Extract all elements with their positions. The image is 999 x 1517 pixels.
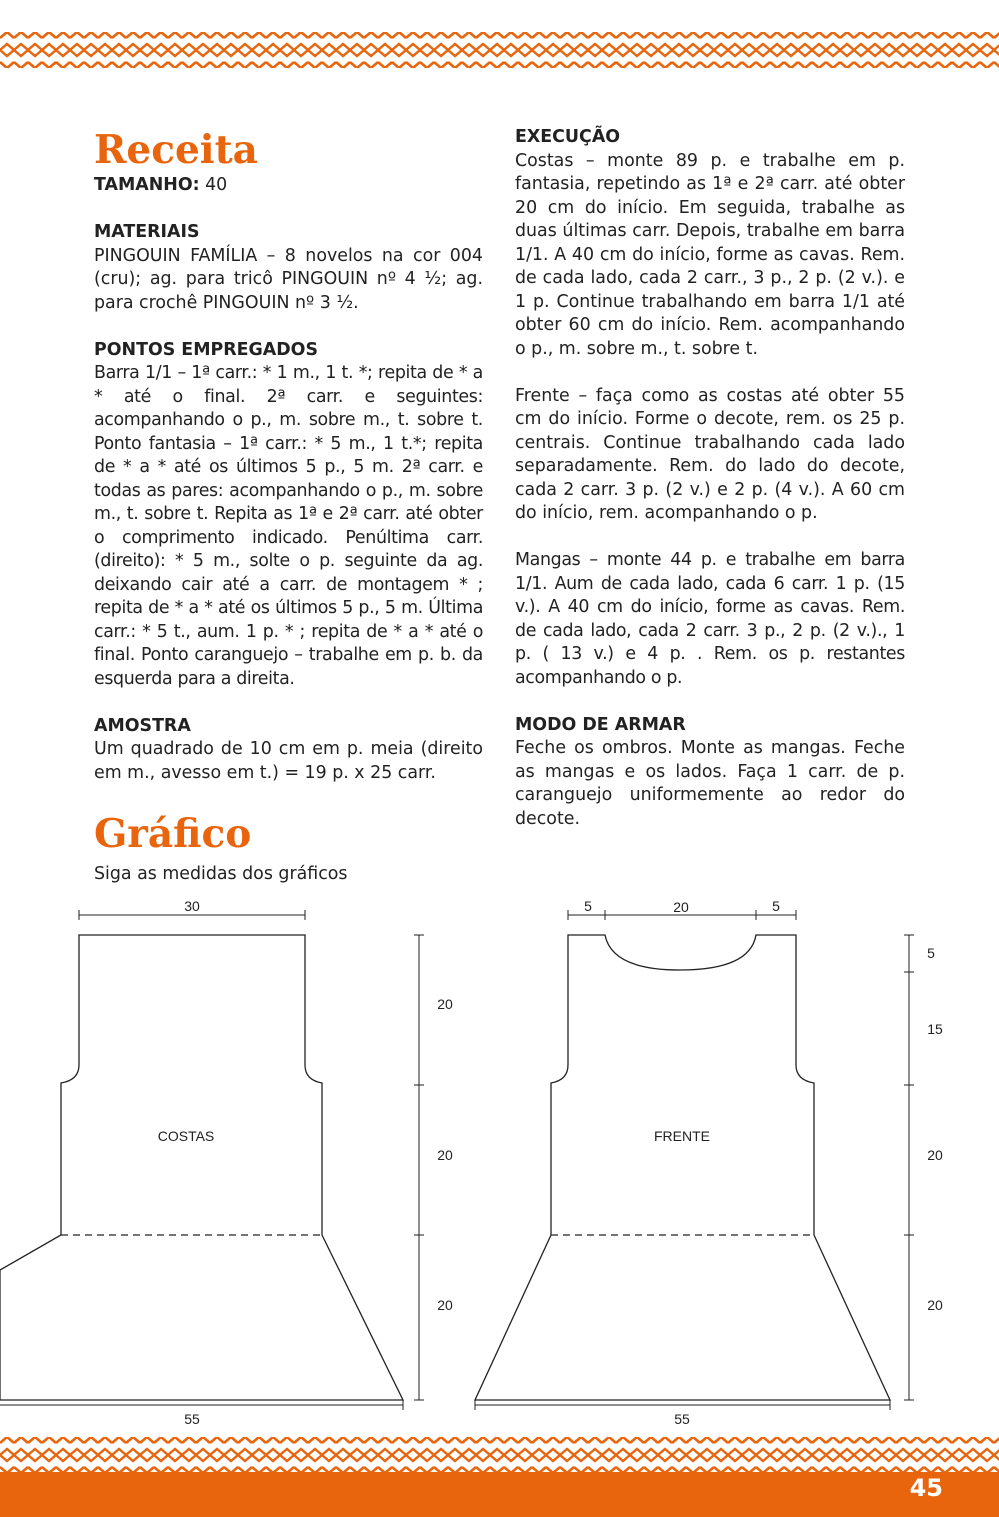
front-top-width-left: 5 bbox=[584, 898, 592, 914]
assembly-heading: MODO DE ARMAR bbox=[515, 714, 686, 735]
materials-text: PINGOUIN FAMÍLIA – 8 novelos na cor 004 (cru); ag. para tricô PINGOUIN nº 4 ½; ag. para crochê PINGOUIN nº 3 ½. bbox=[94, 245, 483, 313]
execution-back-text: Costas – monte 89 p. e trabalhe em p. fantasia, repetindo as 1ª e 2ª carr. até obter 20 cm do início. Em seguida, trabalhe as duas últimas carr. Depois, trabalhe em barra 1/1. A 40 cm do início, forme as cavas. Rem. de cada lado, cada 2 carr., 3 p., 2 p. (2 v.). e 1 p. Continue trabalhando em barra 1/1 até obter 60 cm do início. Rem. acompanhando o p., m. sobre m., t. sobre t. bbox=[515, 150, 905, 359]
execution-sleeves-text: Mangas – monte 44 p. e trabalhe em barra 1/1. Aum de cada lado, cada 6 carr. 1 p. (15 v.). A 40 cm do início, forme as cavas. Rem. de cada lado, cada 2 carr. 3 p., 2 p. (2 v.)., 1 p. ( 13 v.) e 4 p. . Rem. os p. restantes acompanhando o p. bbox=[515, 550, 905, 688]
stitches-text: Barra 1/1 – 1ª carr.: * 1 m., 1 t. *; repita de * a * até o final. 2ª carr. e seguintes: acompanhando o p., m. sobre m., t. sobre t. Ponto fantasia – 1ª carr.: * 5 m., 1 t.*; repita de * a * até os últimos 5 p., 5 m. 2ª carr. e todas as pares: acompanhando o p., m. sobre m., t. sobre t. Repita as 1ª e 2ª carr. até obter o comprimento indicado. Penúltima carr. (direito): * 5 m., solte o p. seguinte da ag. deixando cair até a carr. de montagem * ; repita de * a * até os últimos 5 p., 5 m. Última carr.: * 5 t., aum. 1 p. * ; repita de * a * até o final. Ponto caranguejo – trabalhe em p. b. da esquerda para a direita. bbox=[94, 363, 483, 689]
back-height-1: 20 bbox=[437, 996, 453, 1012]
back-bottom-width: 55 bbox=[184, 1411, 200, 1427]
execution-heading: EXECUÇÃO bbox=[515, 127, 621, 147]
garment-diagram bbox=[0, 890, 999, 1435]
back-label: COSTAS bbox=[157, 1128, 215, 1144]
graphic-subtitle: Siga as medidas dos gráficos bbox=[94, 864, 348, 884]
front-height-1: 5 bbox=[927, 945, 935, 961]
stitches-heading: PONTOS EMPREGADOS bbox=[94, 339, 318, 360]
front-top-width-center: 20 bbox=[673, 899, 689, 915]
footer-bar bbox=[0, 1472, 999, 1517]
back-outline bbox=[0, 935, 403, 1400]
back-height-2: 20 bbox=[437, 1147, 453, 1163]
assembly-text: Feche os ombros. Monte as mangas. Feche as mangas e os lados. Faça 1 carr. de p. caranguejo uniformemente ao redor do decote. bbox=[515, 738, 905, 829]
recipe-title: Receita bbox=[94, 127, 258, 173]
size-label: TAMANHO: bbox=[94, 175, 200, 195]
graphic-title: Gráfico bbox=[94, 811, 252, 857]
back-bottom-dimension bbox=[0, 1400, 403, 1410]
size-value: 40 bbox=[199, 175, 228, 195]
front-outline bbox=[475, 935, 890, 1400]
front-height-dimension bbox=[904, 935, 914, 1400]
front-top-width-right: 5 bbox=[772, 898, 780, 914]
front-bottom-dimension bbox=[475, 1400, 890, 1410]
front-label: FRENTE bbox=[654, 1128, 710, 1144]
size-line bbox=[94, 174, 483, 198]
back-top-width: 30 bbox=[184, 898, 200, 914]
execution-front-text: Frente – faça como as costas até obter 55 cm do início. Forme o decote, rem. os 25 p. centrais. Continue trabalhando cada lado separadamente. Rem. do lado do decote, cada 2 carr. 3 p. (2 v.) e 2 p. (4 v.). A 60 cm do início, rem. acompanhando o p. bbox=[515, 385, 905, 523]
left-column bbox=[94, 126, 483, 785]
sample-text: Um quadrado de 10 cm em p. meia (direito em m., avesso em t.) = 19 p. x 25 carr. bbox=[94, 739, 483, 783]
sample-heading: AMOSTRA bbox=[94, 715, 191, 736]
back-height-3: 20 bbox=[437, 1297, 453, 1313]
page-number: 45 bbox=[909, 1474, 943, 1502]
materials-heading: MATERIAIS bbox=[94, 222, 200, 242]
front-height-3: 20 bbox=[927, 1147, 943, 1163]
back-height-dimension bbox=[414, 935, 424, 1400]
front-height-4: 20 bbox=[927, 1297, 943, 1313]
bottom-decorative-border bbox=[0, 1437, 999, 1473]
front-height-2: 15 bbox=[927, 1021, 943, 1037]
front-bottom-width: 55 bbox=[674, 1411, 690, 1427]
right-column bbox=[515, 126, 905, 831]
top-decorative-border bbox=[0, 32, 999, 68]
